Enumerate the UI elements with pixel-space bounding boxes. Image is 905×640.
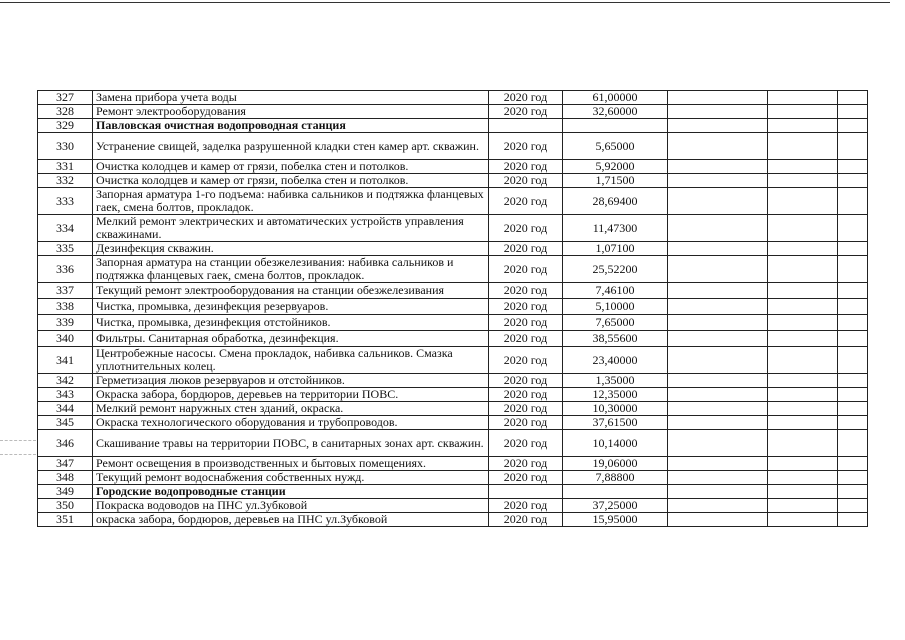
empty-cell [768,160,838,174]
empty-cell [668,256,768,283]
amount-cell: 61,00000 [563,91,668,105]
row-number-cell: 338 [38,299,93,315]
empty-cell [668,374,768,388]
empty-cell [838,499,868,513]
year-cell: 2020 год [489,105,563,119]
year-cell: 2020 год [489,513,563,527]
work-name-cell: Мелкий ремонт наружных стен зданий, окраска. [93,402,489,416]
row-number-cell: 345 [38,416,93,430]
empty-cell [768,256,838,283]
empty-cell [838,331,868,347]
empty-cell [668,283,768,299]
amount-cell: 7,88800 [563,471,668,485]
empty-cell [768,174,838,188]
work-name-cell: Устранение свищей, заделка разрушенной кладки стен камер арт. скважин. [93,133,489,160]
work-name-cell: Очистка колодцев и камер от грязи, побелка стен и потолков. [93,160,489,174]
year-cell: 2020 год [489,402,563,416]
work-name-cell: Павловская очистная водопроводная станция [93,119,489,133]
amount-cell: 15,95000 [563,513,668,527]
empty-cell [838,133,868,160]
work-name-cell: Текущий ремонт водоснабжения собственных нужд. [93,471,489,485]
table-row [38,402,868,416]
empty-cell [768,416,838,430]
empty-cell [668,402,768,416]
year-cell: 2020 год [489,430,563,457]
empty-cell [668,91,768,105]
empty-cell [668,105,768,119]
amount-cell: 5,65000 [563,133,668,160]
work-name-cell: окраска забора, бордюров, деревьев на ПНС ул.Зубковой [93,513,489,527]
empty-cell [838,299,868,315]
table-row [38,91,868,105]
empty-cell [668,485,768,499]
year-cell: 2020 год [489,215,563,242]
table-row [38,315,868,331]
empty-cell [838,457,868,471]
table-row [38,256,868,283]
amount-cell: 12,35000 [563,388,668,402]
work-name-cell: Герметизация люков резервуаров и отстойников. [93,374,489,388]
row-number-cell: 339 [38,315,93,331]
empty-cell [768,471,838,485]
year-cell: 2020 год [489,471,563,485]
row-number-cell: 343 [38,388,93,402]
year-cell: 2020 год [489,331,563,347]
empty-cell [838,119,868,133]
empty-cell [668,499,768,513]
empty-cell [838,188,868,215]
table-row [38,347,868,374]
work-name-cell: Покраска водоводов на ПНС ул.Зубковой [93,499,489,513]
table-row [38,160,868,174]
amount-cell: 37,61500 [563,416,668,430]
section-row [38,119,868,133]
table-row [38,215,868,242]
row-number-cell: 330 [38,133,93,160]
year-cell: 2020 год [489,91,563,105]
row-number-cell: 351 [38,513,93,527]
year-cell: 2020 год [489,388,563,402]
empty-cell [838,174,868,188]
empty-cell [768,402,838,416]
work-name-cell: Текущий ремонт электрооборудования на станции обезжелезивания [93,283,489,299]
empty-cell [838,430,868,457]
year-cell [489,485,563,499]
work-name-cell: Фильтры. Санитарная обработка, дезинфекция. [93,331,489,347]
year-cell: 2020 год [489,315,563,331]
empty-cell [768,105,838,119]
row-number-cell: 347 [38,457,93,471]
empty-cell [668,471,768,485]
row-number-cell: 341 [38,347,93,374]
year-cell: 2020 год [489,188,563,215]
work-name-cell: Запорная арматура 1-го подъема: набивка сальников и подтяжка фланцевых гаек, смена болтов, прокладок. [93,188,489,215]
empty-cell [668,331,768,347]
empty-cell [668,215,768,242]
work-name-cell: Замена прибора учета воды [93,91,489,105]
row-number-cell: 327 [38,91,93,105]
work-name-cell: Дезинфекция скважин. [93,242,489,256]
empty-cell [668,119,768,133]
work-name-cell: Очистка колодцев и камер от грязи, побелка стен и потолков. [93,174,489,188]
empty-cell [768,188,838,215]
empty-cell [668,299,768,315]
empty-cell [668,347,768,374]
year-cell: 2020 год [489,174,563,188]
empty-cell [768,242,838,256]
row-number-cell: 350 [38,499,93,513]
work-name-cell: Мелкий ремонт электрических и автоматических устройств управления скважинами. [93,215,489,242]
empty-cell [768,299,838,315]
amount-cell: 1,71500 [563,174,668,188]
table-row [38,299,868,315]
table-row [38,499,868,513]
row-number-cell: 334 [38,215,93,242]
empty-cell [768,331,838,347]
table-row [38,430,868,457]
table-row [38,174,868,188]
empty-cell [838,513,868,527]
year-cell: 2020 год [489,347,563,374]
work-name-cell: Городские водопроводные станции [93,485,489,499]
empty-cell [838,485,868,499]
year-cell: 2020 год [489,256,563,283]
work-name-cell: Чистка, промывка, дезинфекция резервуаров. [93,299,489,315]
empty-cell [668,315,768,331]
empty-cell [668,242,768,256]
year-cell: 2020 год [489,160,563,174]
page-top-rule [0,2,890,3]
amount-cell: 28,69400 [563,188,668,215]
table-row [38,105,868,119]
amount-cell: 7,65000 [563,315,668,331]
amount-cell: 25,52200 [563,256,668,283]
table-row [38,457,868,471]
empty-cell [668,133,768,160]
empty-cell [768,513,838,527]
section-row [38,485,868,499]
row-number-cell: 335 [38,242,93,256]
amount-cell [563,485,668,499]
row-number-cell: 340 [38,331,93,347]
year-cell: 2020 год [489,416,563,430]
empty-cell [838,388,868,402]
amount-cell: 10,14000 [563,430,668,457]
year-cell: 2020 год [489,133,563,160]
table-row [38,388,868,402]
empty-cell [838,416,868,430]
table-body [38,91,868,527]
year-cell: 2020 год [489,242,563,256]
year-cell: 2020 год [489,283,563,299]
work-name-cell: Центробежные насосы. Смена прокладок, набивка сальников. Смазка уплотнительных колец. [93,347,489,374]
work-name-cell: Окраска технологического оборудования и трубопроводов. [93,416,489,430]
row-number-cell: 331 [38,160,93,174]
amount-cell: 10,30000 [563,402,668,416]
empty-cell [838,283,868,299]
row-number-cell: 332 [38,174,93,188]
row-number-cell: 344 [38,402,93,416]
empty-cell [768,374,838,388]
empty-cell [838,471,868,485]
empty-cell [768,347,838,374]
empty-cell [768,215,838,242]
empty-cell [668,160,768,174]
empty-cell [838,242,868,256]
empty-cell [768,283,838,299]
empty-cell [838,315,868,331]
empty-cell [668,174,768,188]
empty-cell [668,430,768,457]
work-name-cell: Чистка, промывка, дезинфекция отстойников. [93,315,489,331]
empty-cell [838,105,868,119]
table-row [38,513,868,527]
empty-cell [668,416,768,430]
empty-cell [668,388,768,402]
amount-cell: 32,60000 [563,105,668,119]
amount-cell: 1,07100 [563,242,668,256]
row-number-cell: 337 [38,283,93,299]
row-number-cell: 348 [38,471,93,485]
empty-cell [768,91,838,105]
empty-cell [838,402,868,416]
empty-cell [838,215,868,242]
empty-cell [768,119,838,133]
row-number-cell: 329 [38,119,93,133]
amount-cell: 11,47300 [563,215,668,242]
amount-cell [563,119,668,133]
row-number-cell: 333 [38,188,93,215]
table-row [38,374,868,388]
amount-cell: 19,06000 [563,457,668,471]
empty-cell [838,160,868,174]
table-row [38,133,868,160]
year-cell: 2020 год [489,299,563,315]
empty-cell [768,133,838,160]
empty-cell [768,457,838,471]
amount-cell: 38,55600 [563,331,668,347]
scan-mark [0,440,36,441]
amount-cell: 5,92000 [563,160,668,174]
work-name-cell: Скашивание травы на территории ПОВС, в санитарных зонах арт. скважин. [93,430,489,457]
work-name-cell: Ремонт электрооборудования [93,105,489,119]
row-number-cell: 346 [38,430,93,457]
empty-cell [768,430,838,457]
amount-cell: 37,25000 [563,499,668,513]
row-number-cell: 342 [38,374,93,388]
work-name-cell: Запорная арматура на станции обезжелезивания: набивка сальников и подтяжка фланцевых гаек, смена болтов, прокладок. [93,256,489,283]
empty-cell [838,374,868,388]
work-name-cell: Ремонт освещения в производственных и бытовых помещениях. [93,457,489,471]
table-row [38,416,868,430]
empty-cell [668,188,768,215]
table-row [38,471,868,485]
work-plan-table [37,90,868,527]
row-number-cell: 336 [38,256,93,283]
empty-cell [668,513,768,527]
empty-cell [838,256,868,283]
row-number-cell: 349 [38,485,93,499]
table-row [38,331,868,347]
year-cell: 2020 год [489,374,563,388]
year-cell: 2020 год [489,499,563,513]
empty-cell [838,347,868,374]
year-cell [489,119,563,133]
row-number-cell: 328 [38,105,93,119]
empty-cell [768,388,838,402]
amount-cell: 23,40000 [563,347,668,374]
year-cell: 2020 год [489,457,563,471]
empty-cell [768,499,838,513]
amount-cell: 5,10000 [563,299,668,315]
table-row [38,283,868,299]
work-name-cell: Окраска забора, бордюров, деревьев на территории ПОВС. [93,388,489,402]
empty-cell [668,457,768,471]
empty-cell [768,485,838,499]
amount-cell: 7,46100 [563,283,668,299]
scan-mark [0,454,36,455]
empty-cell [768,315,838,331]
table-row [38,242,868,256]
amount-cell: 1,35000 [563,374,668,388]
table-row [38,188,868,215]
empty-cell [838,91,868,105]
